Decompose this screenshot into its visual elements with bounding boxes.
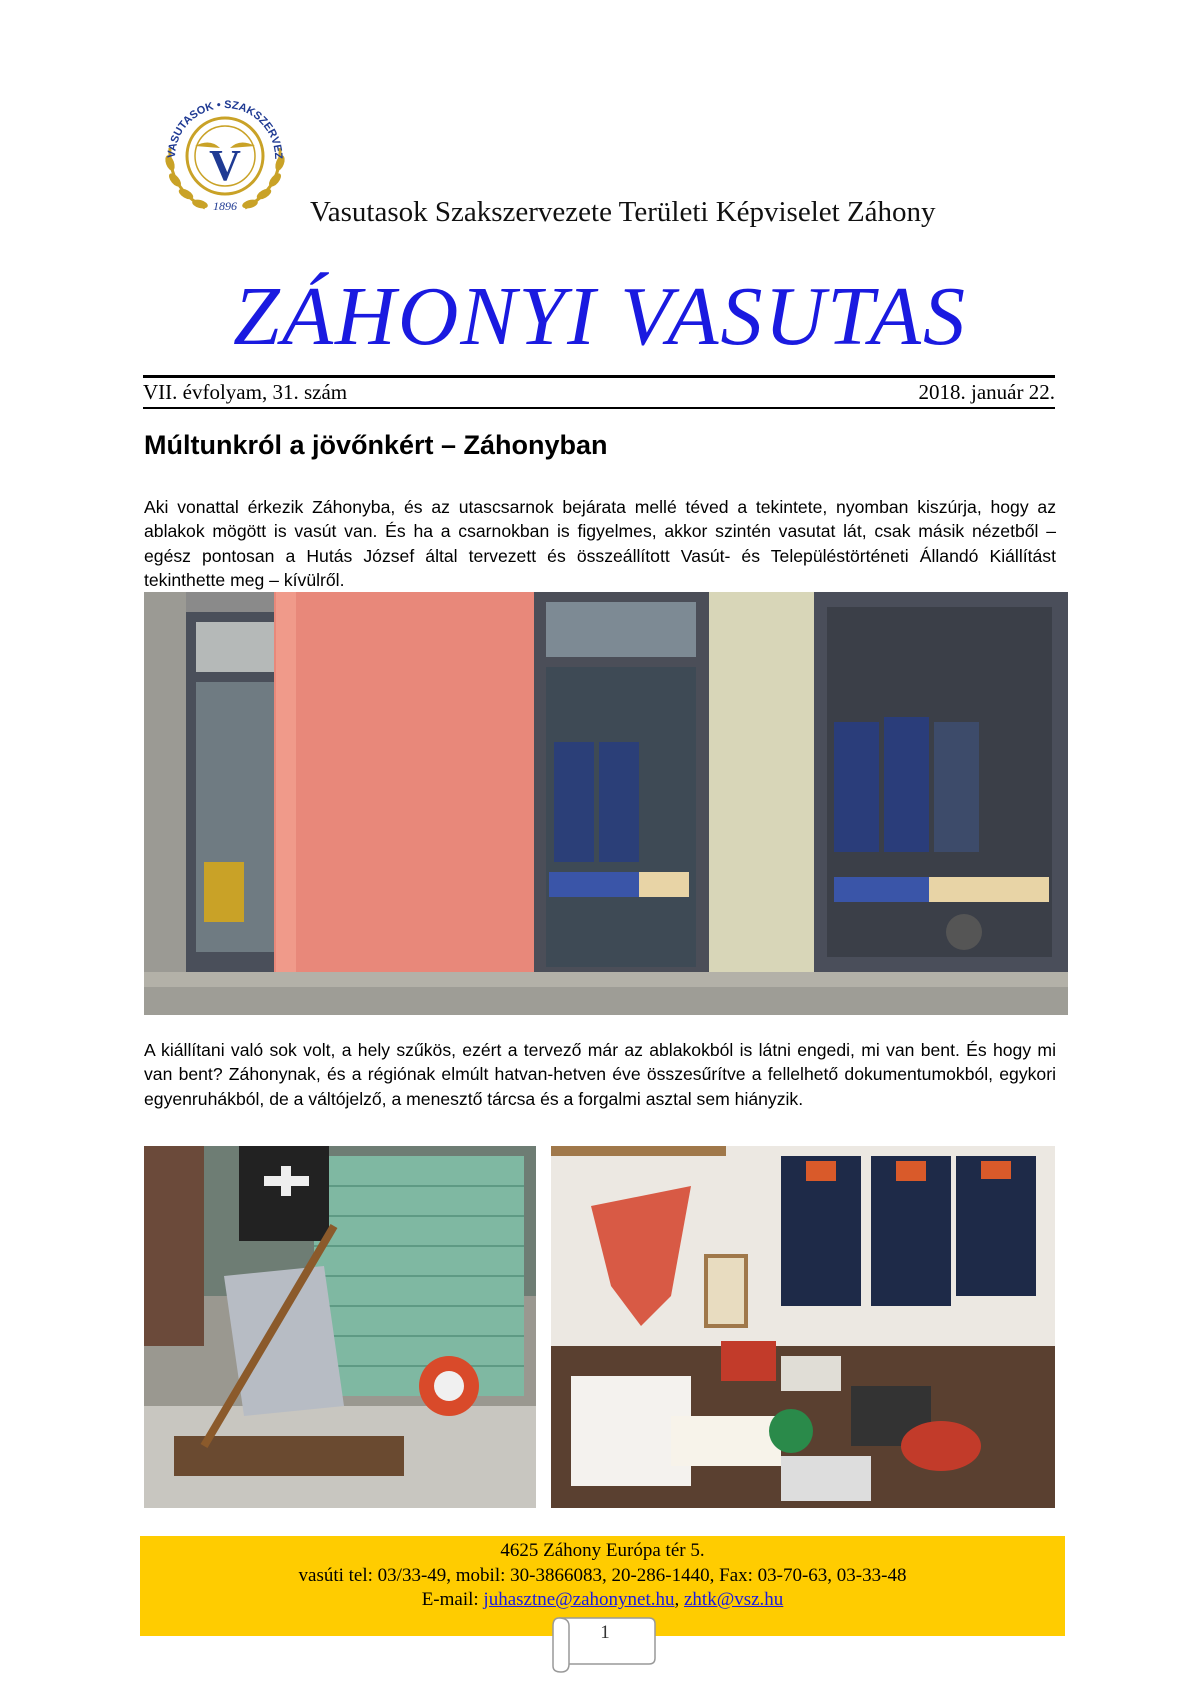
masthead-title: ZÁHONYI VASUTAS [233,270,967,363]
issue-number: VII. évfolyam, 31. szám [143,380,348,404]
email-link-1[interactable]: juhasztne@zahonynet.hu [483,1589,675,1610]
email-link-2[interactable]: zhtk@vsz.hu [684,1589,784,1610]
article-paragraph-1: Aki vonattal érkezik Záhonyba, és az utascsarnok bejárata mellé téved a tekintete, nyomban kiszúrja, hogy az ablakok mögött is vasút van. És ha a csarnokban is figyelmes, akkor szintén vasutat lát, csak másik nézetből – egész pontosan a Hutás József által tervezett és összeállított Vasút- és Településtörténeti Állandó Kiállítást tekinthette meg – kívülről. [144,496,1056,591]
logo-arc-text: VASUTASOK • SZAKSZERVEZ [165,98,285,160]
signal-switch-photo [144,1146,536,1508]
article-title: Múltunkról a jövőnkért – Záhonyban [144,430,608,460]
footer-email-label: E-mail: [421,1589,484,1610]
issue-date: 2018. január 22. [918,380,1055,404]
logo-letter: V [209,141,241,190]
issue-row [143,380,1055,406]
station-windows-photo [144,592,1068,1015]
footer-address: 4625 Záhony Európa tér 5. [500,1540,705,1561]
logo-year: 1896 [213,199,237,213]
uniforms-desk-photo [551,1146,1055,1508]
footer-email-line [140,1588,1065,1613]
article-paragraph-2: A kiállítani való sok volt, a hely szűkös, ezért a tervező már az ablakokból is látni engedi, mi van bent. És hogy mi van bent? Záhonynak, és a régiónak elmúlt hatvan-hetven éve összesűrítve a fellelhető dokumentumokból, egykori egyenruhákból, de a váltójelző, a menesztő tárcsa és a forgalmi asztal sem hiányzik. [144,1039,1056,1109]
header-rule-top [143,375,1055,378]
page-number: 1 [600,1622,610,1643]
organization-name: Vasutasok Szakszervezete Területi Képviselet Záhony [310,196,936,228]
footer-phones: vasúti tel: 03/33-49, mobil: 30-3866083, 20-286-1440, Fax: 03-70-63, 03-33-48 [298,1564,907,1586]
footer-email-separator: , [674,1589,684,1610]
union-logo [150,88,300,218]
header-rule-bottom [143,407,1055,409]
